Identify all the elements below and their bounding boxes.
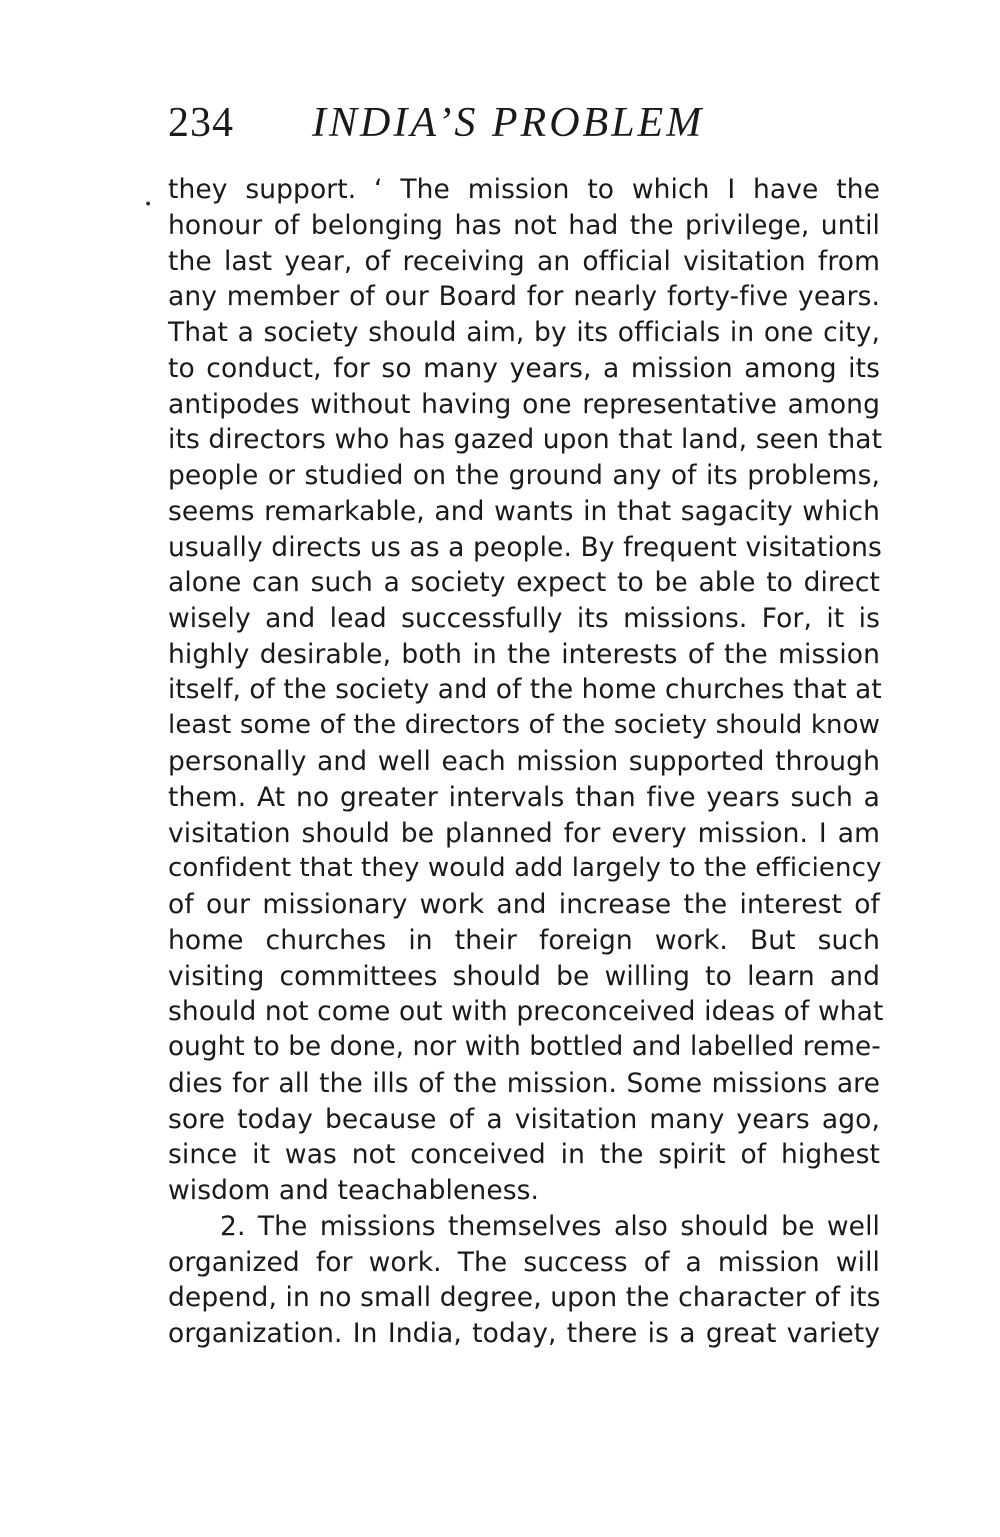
text-line: antipodes without having one representative among — [168, 388, 880, 420]
running-head: INDIA’S PROBLEM — [312, 100, 705, 146]
text-line: itself, of the society and of the home churches that at — [168, 674, 882, 705]
text-line: should not come out with preconceived ideas of what — [168, 996, 884, 1028]
text-line: wisely and lead successfully its missions. For, it is — [168, 603, 880, 634]
text-line: alone can such a society expect to be able to direct — [168, 567, 880, 599]
paragraph-end-line: wisdom and teachableness. — [168, 1175, 540, 1206]
text-line: sore today because of a visitation many years ago, — [168, 1103, 880, 1135]
text-line: seems remarkable, and wants in that sagacity which — [168, 495, 880, 527]
margin-mark: • — [144, 197, 153, 213]
text-line: them. At no greater intervals than five years such a — [168, 781, 880, 813]
text-line: any member of our Board for nearly forty-five years. — [168, 281, 880, 313]
text-line: least some of the directors of the society should know — [168, 710, 880, 741]
page-header — [168, 98, 880, 148]
text-line: organized for work. The success of a mission will — [168, 1246, 880, 1278]
text-line: of our missionary work and increase the interest of — [168, 889, 880, 920]
text-line: visiting committees should be willing to learn and — [168, 960, 880, 992]
text-line: That a society should aim, by its officials in one city, — [168, 317, 880, 348]
text-line: visitation should be planned for every mission. I am — [168, 817, 880, 849]
text-line: confident that they would add largely to the efficiency — [168, 853, 882, 884]
text-line: home churches in their foreign work. But such — [168, 924, 880, 956]
text-line: its directors who has gazed upon that land, seen that — [168, 424, 883, 456]
page-number: 234 — [168, 100, 234, 146]
text-line: dies for all the ills of the mission. Some missions are — [168, 1067, 880, 1099]
text-line: usually directs us as a people. By frequent visitations — [168, 531, 882, 563]
text-line: people or studied on the ground any of its problems, — [168, 460, 880, 491]
text-line: to conduct, for so many years, a mission among its — [168, 352, 880, 384]
text-line: since it was not conceived in the spirit of highest — [168, 1139, 880, 1171]
text-line: personally and well each mission supported through — [168, 746, 880, 777]
text-line: ought to be done, nor with bottled and labelled reme- — [168, 1032, 881, 1062]
text-line: the last year, of receiving an official visitation from — [168, 245, 880, 277]
paragraph-start-line: 2. The missions themselves also should be well — [220, 1210, 880, 1242]
text-line: highly desirable, both in the interests of the mission — [168, 638, 880, 670]
text-line: they support. ‘ The mission to which I have the — [168, 174, 880, 205]
text-line: depend, in no small degree, upon the character of its — [168, 1282, 881, 1314]
body-text — [168, 172, 884, 1352]
text-line: honour of belonging has not had the privilege, until — [168, 209, 880, 241]
text-line: organization. In India, today, there is a great variety — [168, 1318, 880, 1349]
